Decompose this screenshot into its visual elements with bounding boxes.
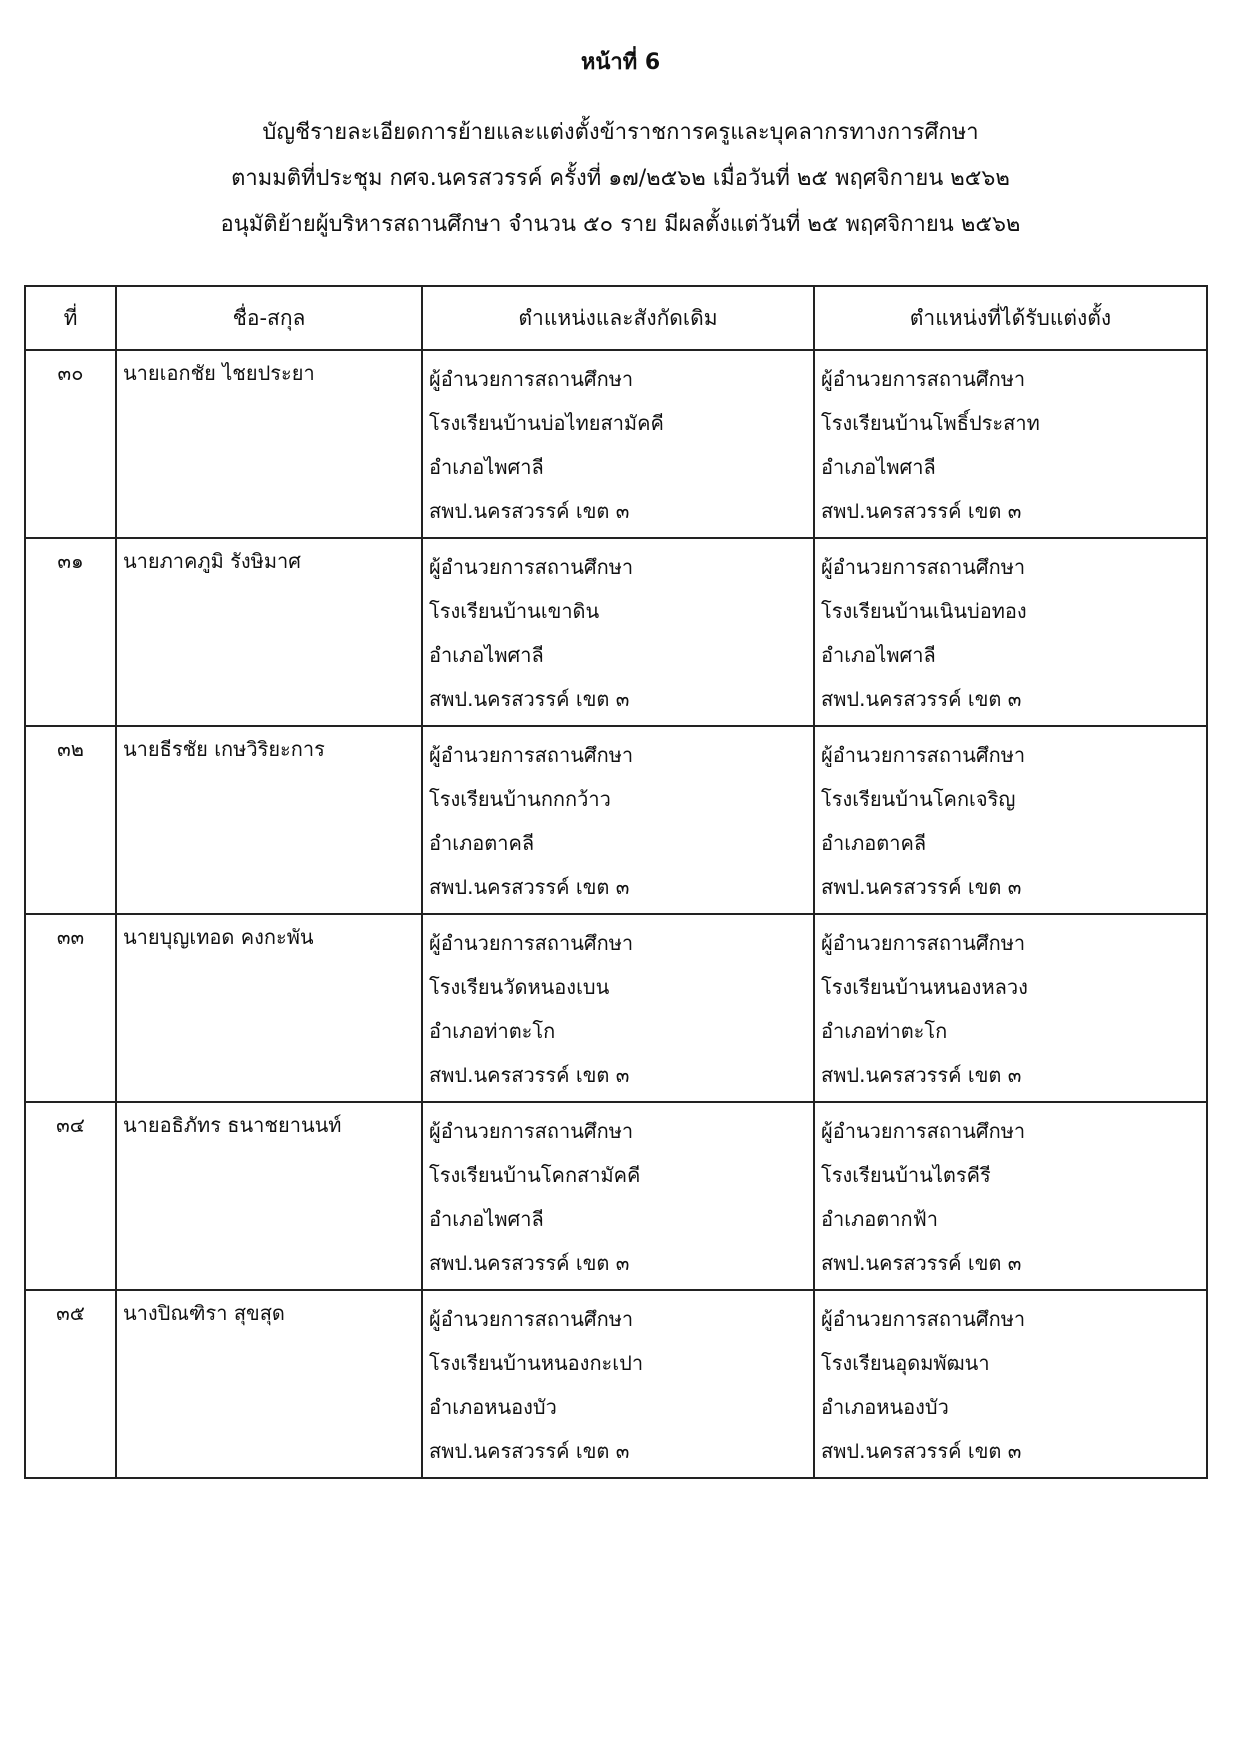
old-position-line: ผู้อำนวยการสถานศึกษา <box>429 555 634 579</box>
row-number: ๓๑ <box>25 538 116 726</box>
appointment-table <box>24 285 1208 1479</box>
new-position-line: อำเภอท่าตะโก <box>821 1019 948 1043</box>
old-position-line: โรงเรียนบ้านบ่อไทยสามัคคี <box>429 411 664 435</box>
old-position-line: โรงเรียนบ้านโคกสามัคคี <box>429 1163 641 1187</box>
header-new-position: ตำแหน่งที่ได้รับแต่งตั้ง <box>814 286 1207 350</box>
new-position-line: สพป.นครสวรรค์ เขต ๓ <box>821 687 1022 711</box>
table-row <box>25 538 1207 726</box>
table-row <box>25 350 1207 538</box>
new-position <box>814 538 1207 726</box>
new-position <box>814 1102 1207 1290</box>
new-position-line: อำเภอตาคลี <box>821 831 927 855</box>
heading-line-3: อนุมัติย้ายผู้บริหารสถานศึกษา จำนวน ๕๐ ราย มีผลตั้งแต่วันที่ ๒๕ พฤศจิกายน ๒๕๖๒ <box>220 212 1021 237</box>
old-position-line: อำเภอไพศาลี <box>429 1207 544 1231</box>
new-position-line: อำเภอตากฟ้า <box>821 1207 938 1231</box>
old-position-line: โรงเรียนบ้านเขาดิน <box>429 599 600 623</box>
old-position-line: อำเภอท่าตะโก <box>429 1019 556 1043</box>
table-header-row <box>25 286 1207 350</box>
old-position-line: สพป.นครสวรรค์ เขต ๓ <box>429 687 630 711</box>
row-number: ๓๒ <box>25 726 116 914</box>
old-position-line: สพป.นครสวรรค์ เขต ๓ <box>429 1251 630 1275</box>
new-position-line: อำเภอไพศาลี <box>821 643 936 667</box>
person-name: นายเอกชัย ไชยประยา <box>116 350 422 538</box>
new-position-line: โรงเรียนบ้านโคกเจริญ <box>821 787 1016 811</box>
new-position-line: โรงเรียนบ้านหนองหลวง <box>821 975 1028 999</box>
page-number: หน้าที่ 6 <box>580 50 661 75</box>
row-number: ๓๐ <box>25 350 116 538</box>
new-position-line: ผู้อำนวยการสถานศึกษา <box>821 743 1026 767</box>
old-position-line: อำเภอหนองบัว <box>429 1395 557 1419</box>
new-position-line: ผู้อำนวยการสถานศึกษา <box>821 1307 1026 1331</box>
table-row <box>25 726 1207 914</box>
person-name: นางปิณฑิรา สุขสุด <box>116 1290 422 1478</box>
old-position-line: ผู้อำนวยการสถานศึกษา <box>429 743 634 767</box>
new-position-line: สพป.นครสวรรค์ เขต ๓ <box>821 875 1022 899</box>
new-position <box>814 726 1207 914</box>
new-position-line: โรงเรียนบ้านเนินบ่อทอง <box>821 599 1027 623</box>
person-name: นายบุญเทอด คงกะพัน <box>116 914 422 1102</box>
row-number: ๓๕ <box>25 1290 116 1478</box>
old-position-line: ผู้อำนวยการสถานศึกษา <box>429 1119 634 1143</box>
old-position-line: ผู้อำนวยการสถานศึกษา <box>429 931 634 955</box>
new-position-line: สพป.นครสวรรค์ เขต ๓ <box>821 499 1022 523</box>
heading-line-2: ตามมติที่ประชุม กศจ.นครสวรรค์ ครั้งที่ ๑๗/๒๕๖๒ เมื่อวันที่ ๒๕ พฤศจิกายน ๒๕๖๒ <box>231 166 1010 191</box>
person-name: นายธีรชัย เกษวิริยะการ <box>116 726 422 914</box>
row-number: ๓๓ <box>25 914 116 1102</box>
new-position-line: โรงเรียนบ้านโพธิ์ประสาท <box>821 411 1040 435</box>
header-old-position: ตำแหน่งและสังกัดเดิม <box>422 286 814 350</box>
new-position-line: สพป.นครสวรรค์ เขต ๓ <box>821 1439 1022 1463</box>
new-position-line: ผู้อำนวยการสถานศึกษา <box>821 367 1026 391</box>
new-position-line: สพป.นครสวรรค์ เขต ๓ <box>821 1251 1022 1275</box>
person-name: นายอธิภัทร ธนาชยานนท์ <box>116 1102 422 1290</box>
old-position-line: ผู้อำนวยการสถานศึกษา <box>429 367 634 391</box>
new-position-line: ผู้อำนวยการสถานศึกษา <box>821 931 1026 955</box>
new-position-line: ผู้อำนวยการสถานศึกษา <box>821 1119 1026 1143</box>
old-position <box>422 1102 814 1290</box>
old-position-line: โรงเรียนวัดหนองเบน <box>429 975 610 999</box>
old-position-line: สพป.นครสวรรค์ เขต ๓ <box>429 1063 630 1087</box>
old-position-line: สพป.นครสวรรค์ เขต ๓ <box>429 875 630 899</box>
heading-line-1: บัญชีรายละเอียดการย้ายและแต่งตั้งข้าราชการครูและบุคลากรทางการศึกษา <box>262 120 979 145</box>
old-position <box>422 1290 814 1478</box>
old-position <box>422 914 814 1102</box>
old-position-line: อำเภอไพศาลี <box>429 643 544 667</box>
old-position-line: โรงเรียนบ้านกกกว้าว <box>429 787 611 811</box>
old-position-line: อำเภอไพศาลี <box>429 455 544 479</box>
new-position-line: อำเภอไพศาลี <box>821 455 936 479</box>
new-position-line: โรงเรียนบ้านไตรคีรี <box>821 1163 991 1187</box>
table-row <box>25 1102 1207 1290</box>
header-name: ชื่อ-สกุล <box>116 286 422 350</box>
old-position <box>422 350 814 538</box>
new-position <box>814 1290 1207 1478</box>
table-row <box>25 914 1207 1102</box>
old-position-line: สพป.นครสวรรค์ เขต ๓ <box>429 499 630 523</box>
new-position-line: ผู้อำนวยการสถานศึกษา <box>821 555 1026 579</box>
new-position <box>814 350 1207 538</box>
person-name: นายภาคภูมิ รังษิมาศ <box>116 538 422 726</box>
old-position <box>422 726 814 914</box>
header-no: ที่ <box>25 286 116 350</box>
row-number: ๓๔ <box>25 1102 116 1290</box>
new-position-line: โรงเรียนอุดมพัฒนา <box>821 1351 990 1375</box>
old-position-line: อำเภอตาคลี <box>429 831 535 855</box>
old-position <box>422 538 814 726</box>
old-position-line: โรงเรียนบ้านหนองกะเปา <box>429 1351 644 1375</box>
new-position <box>814 914 1207 1102</box>
table-row <box>25 1290 1207 1478</box>
old-position-line: สพป.นครสวรรค์ เขต ๓ <box>429 1439 630 1463</box>
new-position-line: สพป.นครสวรรค์ เขต ๓ <box>821 1063 1022 1087</box>
new-position-line: อำเภอหนองบัว <box>821 1395 949 1419</box>
old-position-line: ผู้อำนวยการสถานศึกษา <box>429 1307 634 1331</box>
